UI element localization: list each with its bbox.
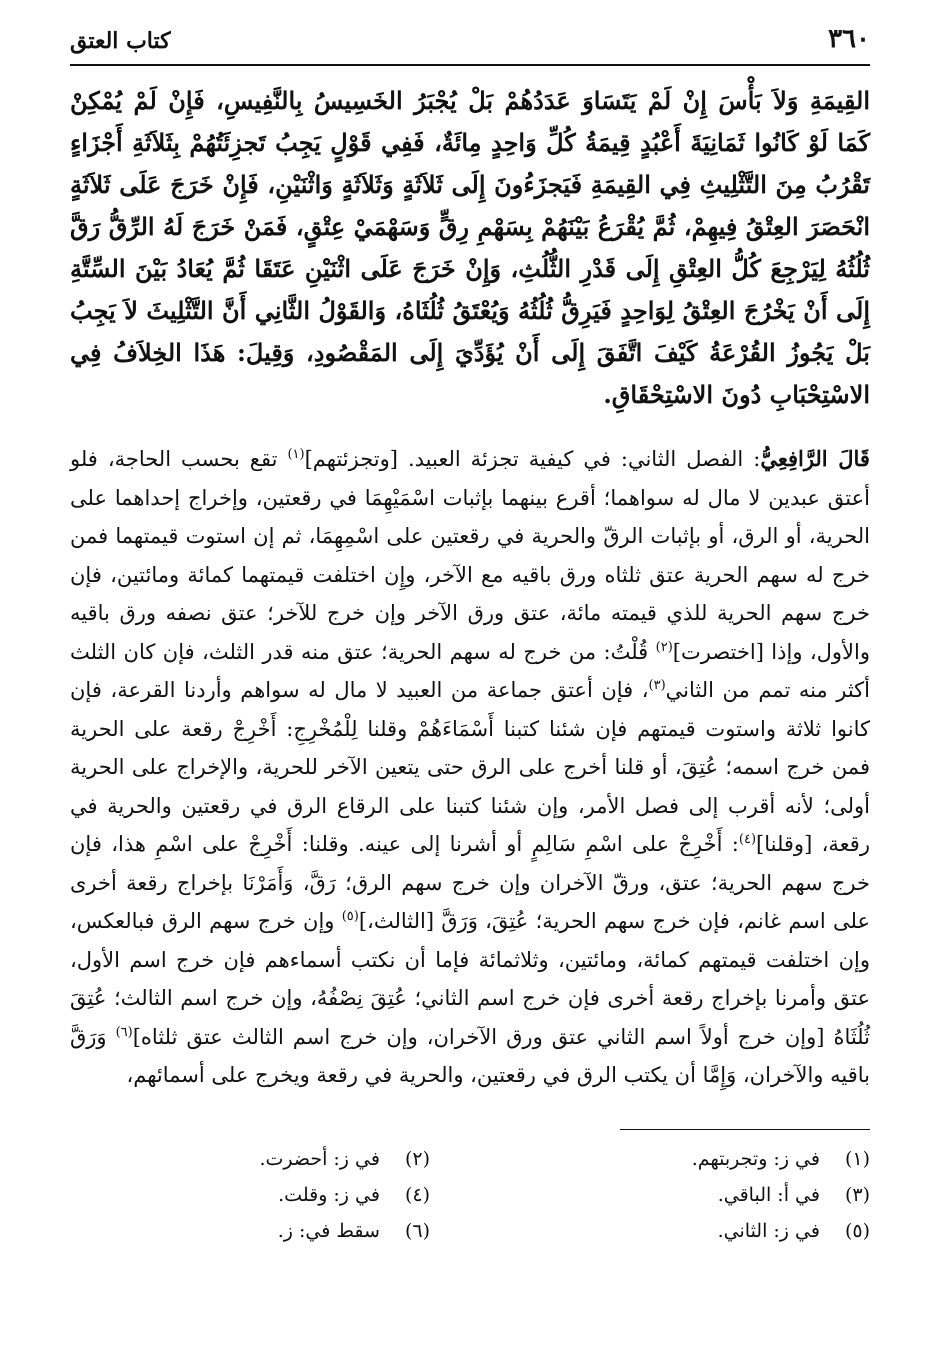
- footnote: [510, 1144, 870, 1174]
- matn-paragraph: القِيمَةِ وَلاَ بَأْسَ إِنْ لَمْ يَتَسَاوَ عَدَدُهُمْ بَلْ يُجْبَرُ الخَسِيسُ بِالنَّفِيسِ، فَإِنْ لَمْ يُمْكِنْ كَمَا لَوْ كَانُوا ثَمَانِيَةَ أَعْبُدٍ قِيمَةُ كُلِّ وَاحِدٍ مِائَةٌ، فَفِي قَوْلٍ يَجِبُ تَجزِئَتُهُمْ بِثَلاَثَةِ أَجْزَاءٍ تَقْرُبُ مِنَ التَّثْلِيثِ فِي القِيمَةِ فَيَجزَءُونَ إِلَى ثَلاَثَةٍ وَثَلاَثَةٍ وَاثْنَيْنِ، فَإِنْ خَرَجَ عَلَى ثَلاَثَةٍ انْحَصَرَ العِتْقُ فِيهِمْ، ثُمَّ يُقْرَعُ بَيْنَهُمْ بِسَهْمِ رِقٍّ وَسَهْمَيْ عِتْقٍ، فَمَنْ خَرَجَ لَهُ الرِّقُّ رَقَّ ثُلُثُهُ لِيَرْجِعَ كُلُّ العِتْقِ إِلَى قَدْرِ الثُّلُثِ، وَإِنْ خَرَجَ عَلَى اثْنَيْنِ عَتَقَا ثُمَّ يُعَادُ بَيْنَ السِّتَّةِ إِلَى أَنْ يَخْرُجَ العِتْقُ لِوَاحِدٍ فَيَرِقُّ ثُلُثُهُ وَيُعْتَقُ ثُلُثَاهُ، وَالقَوْلُ الثَّانِي أَنَّ التَّثْلِيثَ لاَ يَجِبُ بَلْ يَجُوزُ القُرْعَةُ كَيْفَ اتَّفَقَ إِلَى أَنْ يُؤَدِّيَ إِلَى المَقْصُودِ، وَقِيلَ: هَذَا الخِلاَفُ فِي الاسْتِحْبَابِ دُونَ الاسْتِحْقَاقِ.: [70, 86, 870, 409]
- footnote-divider: [620, 1129, 870, 1130]
- commentary-speaker: قَالَ الرَّافِعِيُّ: [760, 446, 870, 471]
- commentary-text: : الفصل الثاني: في كيفية تجزئة العبيد. [وتجزئتهم]: [304, 447, 761, 471]
- footnote-number: (٦): [404, 1219, 430, 1242]
- footnote-text: في ز: وتجربتهم.: [691, 1147, 820, 1170]
- footnote-marker: (٦): [115, 1024, 133, 1040]
- footnote-text: سقط في: ز.: [277, 1219, 380, 1242]
- footnote: [70, 1216, 430, 1246]
- footnote-number: (٤): [404, 1183, 430, 1206]
- book-page: [70, 20, 870, 1320]
- commentary-paragraph: [70, 440, 870, 1095]
- footnote-number: (١): [844, 1147, 870, 1170]
- footnote-marker: (٥): [341, 909, 359, 924]
- commentary-text: قُلْتُ: من خرج له سهم الحرية؛ عتق منه قدر الثلث، فإن كان الثلث أكثر منه تمم من الثاني: [70, 639, 870, 702]
- footnote: [70, 1180, 430, 1210]
- footnote-marker: (١): [287, 447, 305, 462]
- footnote-number: (٣): [844, 1183, 870, 1206]
- footnote-text: في ز: وقلت.: [278, 1183, 380, 1206]
- footnote-text: في أ: الباقي.: [717, 1183, 820, 1206]
- commentary-text: وَرَقَّ باقيه والآخران، وَإِمَّا أن يكتب الرق في رقعتين، والحرية في رقعة ويخرج على أسمائهم،: [70, 1024, 870, 1087]
- footnote-marker: (٢): [655, 639, 673, 655]
- footnote-text: في ز: الثاني.: [717, 1219, 820, 1242]
- commentary-text: تقع بحسب الحاجة، فلو أعتق عبدين لا مال له سواهما؛ أقرع بينهما بإثبات اسْمَيْهِمَا في رقعتين، وإخراج إحداهما على الحرية، أو الرق، أو بإثبات الرقّ والحرية في رقعتين على اسْمِهِمَا، ثم إن استوت قيمتهما فمن خرج له سهم الحرية عتق ثلثاه ورق باقيه مع الآخر، وإِن اختلفت قيمتهما كمائة ومائتين، فإن خرج سهم الحرية للذي قيمته مائة، عتق ورق الآخر وإن خرج للآخر؛ عتق نصفه ورق باقيه والأول، وإذا [اختصرت]: [70, 447, 871, 664]
- commentary-text: : أَخْرِجْ على اسْمِ سَالِمٍ أو أشرنا إلى عينه. وقلنا: أَخْرِجْ على اسْمِ هذا، فإن خرج سهم الحرية؛ عتق، ورقّ الآخران وإن خرج سهم الرق؛ رَقَّ، وَأَمَرْنَا بإخراج رقعة أخرى على اسم غانم، فإن خرج سهم الحرية؛ عُتِقَ، وَرَقَّ [الثالث،]: [70, 832, 870, 933]
- footnote-number: (٥): [844, 1219, 870, 1242]
- footnote-marker: (٤): [738, 832, 757, 847]
- page-number: ٣٦٠: [828, 24, 870, 54]
- footnote-number: (٢): [404, 1147, 430, 1170]
- footnote: [510, 1216, 870, 1246]
- commentary-text: وإن خرج سهم الرق فبالعكس، وإن اختلفت قيمتهم كمائة، ومائتين، وثلاثمائة فإما أن نكتب أسماءهم فإن خرج اسم الأول، عتق وأمرنا بإخراج رقعة أخرى فإن خرج اسم الثاني؛ عُتِقَ نِصْفُهُ، وإن خرج اسم الثالث؛ عُتِقَ ثُلُثَاهُ [وإن خرج أولاً اسم الثاني عتق ورق الآخران، وإن خرج اسم الثالث عتق ثلثاه]: [70, 909, 870, 1049]
- running-header: [70, 20, 870, 66]
- chapter-title: كتاب العتق: [70, 28, 171, 54]
- footnote-marker: (٣): [648, 678, 666, 693]
- footnote-text: في ز: أحضرت.: [259, 1147, 380, 1170]
- footnotes: [70, 1144, 870, 1246]
- footnote: [510, 1180, 870, 1210]
- commentary-text: ، فإن أعتق جماعة من العبيد لا مال له سواهم وأردنا القرعة، فإن كانوا ثلاثة واستوت قيمتهم فإن شئنا كتبنا أَسْمَاءَهُمْ وقلنا لِلْمُخْرِجِ: أَخْرِجْ رقعة على الحرية فمن خرج اسمه؛ عُتِقَ، أو قلنا أخرج على الرق حتى يتعين الآخر للحرية، والإخراج على الحرية أولى؛ لأنه أقرب إلى فصل الأمر، وإن شئنا كتبنا على الرقاع الرق في رقعتين والحرية في رقعة، [وقلنا]: [70, 678, 870, 856]
- footnote: [70, 1144, 430, 1174]
